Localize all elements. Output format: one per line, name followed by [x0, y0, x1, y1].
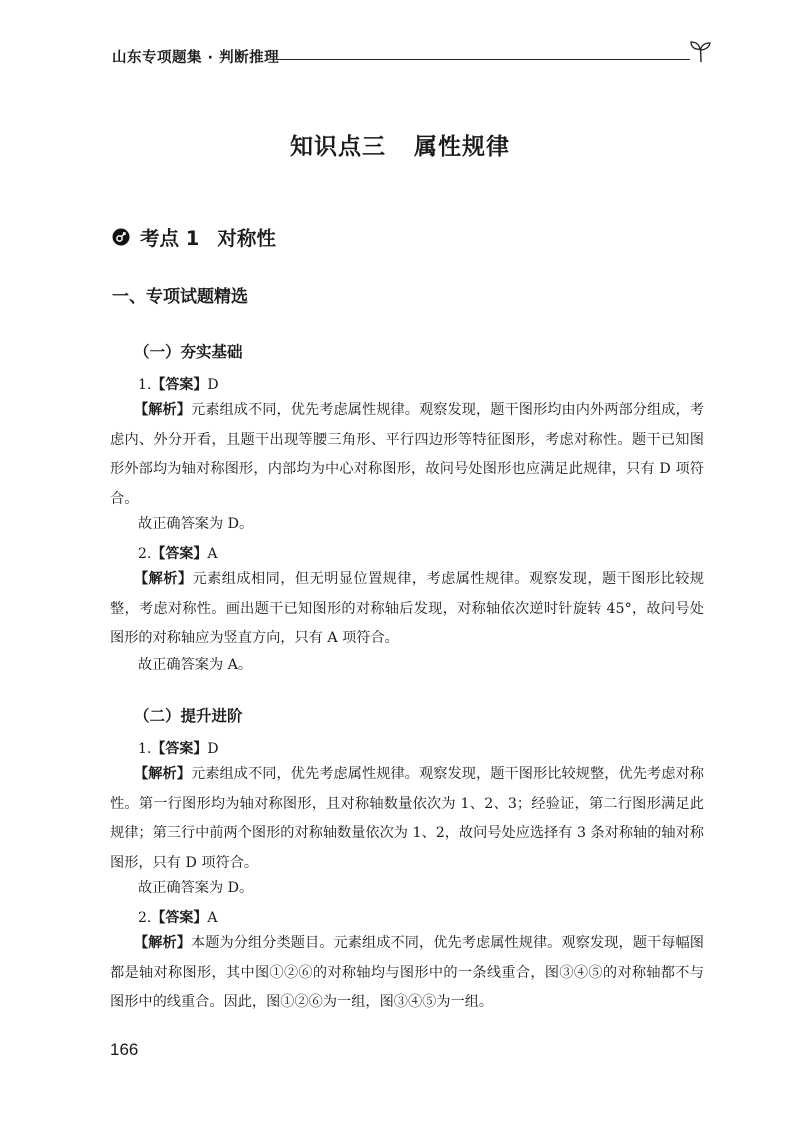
analysis-text: 本题为分组分类题目。元素组成不同，优先考虑属性规律。观察发现，题干每幅图都是轴对称图形，其中图①②⑥的对称轴均与图形中的一条线重合，图③④⑤的对称轴都不与图形中的线重合。因此，图①②⑥为一组，图③④⑤为一组。	[110, 935, 704, 1011]
conclusion-line: 故正确答案为 D。	[138, 516, 254, 532]
analysis-text: 元素组成相同，但无明显位置规律，考虑属性规律。观察发现，题干图形比较规整，考虑对称性。画出题干已知图形的对称轴后发现，对称轴依次逆时针旋转 45°，故问号处图形的对称轴应为竖直方向，只有 A 项符合。	[110, 571, 704, 647]
analysis-tag: 【解析】	[134, 402, 192, 418]
kaodian-title: 对称性	[217, 227, 276, 250]
analysis-paragraph	[110, 565, 704, 654]
answer-value: D	[207, 377, 219, 393]
chapter-title-part1: 知识点三	[290, 134, 386, 160]
analysis-paragraph	[110, 396, 704, 514]
key-point-icon	[112, 228, 130, 246]
section-title: 一、专项试题精选	[112, 287, 248, 307]
analysis-tag: 【解析】	[134, 766, 192, 782]
analysis-paragraph	[110, 929, 704, 1018]
answer-tag: 【答案】	[151, 377, 208, 393]
kaodian-label: 考点 1	[140, 227, 200, 250]
answer-value: A	[207, 910, 218, 926]
answer-value: D	[207, 741, 219, 757]
chapter-title	[0, 128, 800, 161]
page-number: 166	[110, 1040, 139, 1059]
answer-line	[138, 543, 217, 563]
answer-value: A	[207, 546, 218, 562]
analysis-tag: 【解析】	[134, 571, 193, 587]
analysis-paragraph	[110, 760, 704, 878]
subsection-title: （一）夯实基础	[134, 343, 243, 361]
conclusion-line: 故正确答案为 D。	[138, 880, 254, 896]
header-rule	[276, 59, 690, 60]
answer-line	[138, 738, 219, 758]
question-number: 2.	[138, 546, 152, 562]
chapter-title-part2: 属性规律	[414, 134, 510, 160]
header-title: 山东专项题集 · 判断推理	[112, 50, 280, 66]
answer-line	[138, 907, 217, 927]
answer-tag: 【答案】	[151, 546, 208, 562]
answer-line	[138, 374, 219, 394]
conclusion-line: 故正确答案为 A。	[138, 657, 253, 673]
question-number: 1.	[138, 741, 152, 757]
answer-tag: 【答案】	[151, 741, 208, 757]
kaodian-heading	[112, 222, 276, 252]
analysis-text: 元素组成不同，优先考虑属性规律。观察发现，题干图形均由内外两部分组成，考虑内、外分开看，且题干出现等腰三角形、平行四边形等特征图形，考虑对称性。题干已知图形外部均为轴对称图形，内部均为中心对称图形，故问号处图形也应满足此规律，只有 D 项符合。	[110, 402, 704, 507]
answer-tag: 【答案】	[151, 910, 208, 926]
question-number: 2.	[138, 910, 152, 926]
subsection-title: （二）提升进阶	[134, 707, 243, 725]
sprout-icon	[688, 38, 714, 64]
question-number: 1.	[138, 377, 152, 393]
running-header	[112, 44, 712, 72]
analysis-tag: 【解析】	[134, 935, 192, 951]
analysis-text: 元素组成不同，优先考虑属性规律。观察发现，题干图形比较规整，优先考虑对称性。第一行图形均为轴对称图形，且对称轴数量依次为 1、2、3；经验证，第二行图形满足此规律；第三行中前两个图形的对称轴数量依次为 1、2，故问号处应选择有 3 条对称轴的轴对称图形，只有 D 项符合。	[110, 766, 704, 871]
